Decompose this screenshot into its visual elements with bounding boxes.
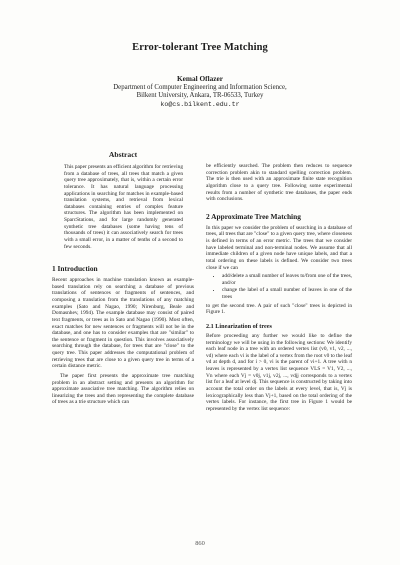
right-column (206, 163, 352, 412)
subsection-2-1-paragraph: Before proceeding any further we would like to define the terminology we will be using in the following sections: We identify each leaf node in a tree with an ordered vertex list (v0, v1, v2, ..., vd) where each vi is the label of a vertex from the root v0 to the leaf vd at depth d, and for i > 0, vi is the parent of vi+1. A tree with n leaves is represented by a vertex list sequence VLS = V1, V2, ..., Vn where each Vj = v0j, v1j, v2j, ..., vdjj corresponds to a vertex list for a leaf at level dj. This sequence is constructed by taking into account the total order on the labels at every level, that is, Vj is lexicographically less than Vj+1, based on the total ordering of the vertex labels. For instance, the first tree in Figure 1 would be represented by the vertex list sequence: (206, 332, 352, 412)
section-2-heading: 2 Approximate Tree Matching (206, 211, 301, 221)
list-item: • change the label of a small number of leaves in one of the trees (222, 287, 352, 300)
left-column (52, 150, 194, 406)
introduction-heading: 1 Introduction (52, 264, 98, 274)
list-item: • add/delete a small number of leaves to/from one of the trees, and/or (222, 273, 352, 286)
intro-continuation-paragraph: be efficiently searched. The problem then reduces to sequence correction problem akin to standard spelling correction problem. The trie is then used with an approximate finite state recognition algorithm close to a query tree. Following some experimental results from a number of synthetic tree databases, the paper ends with conclusions. (206, 163, 352, 203)
section-2-paragraph-2: to get the second tree. A pair of such "close" trees is depicted in Figure 1. (206, 302, 352, 316)
page-number: 860 (195, 540, 205, 547)
author-name: Kemal Oflazer (177, 74, 223, 83)
author-email: ko@cs.bilkent.edu.tr (160, 101, 240, 108)
section-2-paragraph-1: In this paper we consider the problem of searching in a database of trees, all trees that are "close" to a given query tree, where closeness is defined in terms of an error metric. The trees that we consider have labeled terminal and non-terminal nodes. We assume that all immediate children of a given node have unique labels, and that a total ordering on these labels is defined. We consider two trees close if we can (206, 224, 352, 271)
introduction-paragraph-2: The paper first presents the approximate tree matching problem in an abstract setting and presents an algorithm for approximate associative tree matching. The algorithm relies on linearizing the trees and then representing the complete database of trees as a trie structure which can (52, 372, 194, 406)
abstract-heading: Abstract (108, 150, 138, 159)
paper-title: Error-tolerant Tree Matching (132, 42, 268, 53)
closeness-criteria-list (206, 273, 352, 301)
affiliation-university: Bilkent University, Ankara, TR-06533, Turkey (136, 92, 264, 99)
introduction-paragraph-1: Recent approaches in machine translation known as example-based translation rely on searching a database of previous translations of sentences or fragments of sentences, and composing a translation from the translations of any matching examples (Sato and Nagao, 1990; Nirenburg, Beale and Domasnhev, 1994). The example database may consist of paired text fragments, or trees as in Sato and Nagao (1990). Most often, exact matches for new sentences or fragments will not be in the database, and one has to consider examples that are "similar" to the sentence or fragment in question. This involves associatively searching through the database, for trees that are "close" to the query tree. This paper addresses the computational problem of retrieving trees that are close to a given query tree in terms of a certain distance metric. (52, 277, 194, 370)
abstract-text: This paper presents an efficient algorithm for retrieving from a database of trees, all trees that match a given query tree approximately, that is, within a certain error tolerance. It has natural language processing applications in searching for matches in example-based translation systems, and retrieval from lexical databases containing entries of complex feature structures. The algorithm has been implemented on SparcStations, and for large randomly generated synthetic tree databases (some having tens of thousands of trees) it can associatively search for trees with a small error, in a matter of tenths of a second to few seconds. (64, 164, 183, 250)
subsection-2-1-heading: 2.1 Linearization of trees (206, 322, 272, 330)
affiliation-department: Department of Computer Engineering and Information Science, (113, 83, 287, 91)
